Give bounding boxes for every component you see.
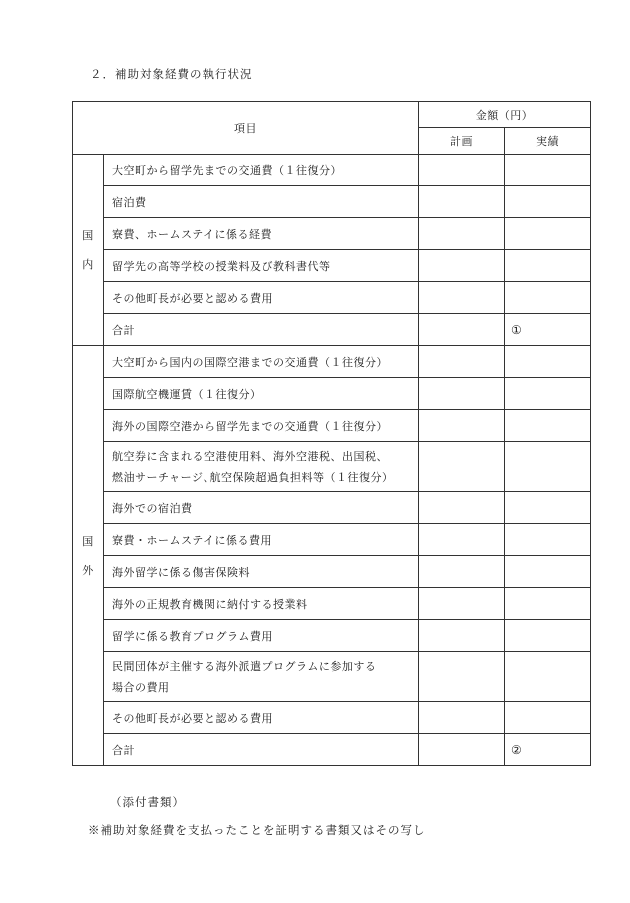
plan-total-cell[interactable] bbox=[419, 734, 505, 766]
item-line: 民間団体が主催する海外派遣プログラムに参加する bbox=[112, 659, 377, 673]
item-cell: 大空町から国内の国際空港までの交通費（１往復分） bbox=[104, 346, 419, 378]
actual-cell[interactable] bbox=[505, 524, 591, 556]
plan-cell[interactable] bbox=[419, 524, 505, 556]
item-cell: その他町長が必要と認める費用 bbox=[104, 282, 419, 314]
actual-total-cell[interactable]: ① bbox=[505, 314, 591, 346]
plan-cell[interactable] bbox=[419, 218, 505, 250]
section-label-char: 外 bbox=[82, 563, 94, 577]
item-cell: 大空町から留学先までの交通費（１往復分） bbox=[104, 155, 419, 186]
plan-cell[interactable] bbox=[419, 556, 505, 588]
actual-cell[interactable] bbox=[505, 378, 591, 410]
plan-cell[interactable] bbox=[419, 250, 505, 282]
total-label: 合計 bbox=[104, 314, 419, 346]
plan-cell[interactable] bbox=[419, 410, 505, 442]
section-label-char: 国 bbox=[82, 229, 94, 242]
actual-cell[interactable] bbox=[505, 282, 591, 314]
plan-cell[interactable] bbox=[419, 155, 505, 186]
plan-total-cell[interactable] bbox=[419, 314, 505, 346]
section-label-overseas bbox=[73, 346, 104, 766]
item-cell: 寮費、ホームステイに係る経費 bbox=[104, 218, 419, 250]
header-actual: 実績 bbox=[505, 128, 591, 155]
item-cell: 海外の正規教育機関に納付する授業料 bbox=[104, 588, 419, 620]
item-cell: 国際航空機運賃（１往復分） bbox=[104, 378, 419, 410]
actual-cell[interactable] bbox=[505, 652, 591, 702]
attachments-label: （添付書類） bbox=[110, 795, 185, 809]
plan-cell[interactable] bbox=[419, 346, 505, 378]
plan-cell[interactable] bbox=[419, 588, 505, 620]
header-item: 項目 bbox=[73, 102, 419, 155]
actual-cell[interactable] bbox=[505, 250, 591, 282]
item-cell: 宿泊費 bbox=[104, 186, 419, 218]
attachments-note: ※補助対象経費を支払ったことを証明する書類又はその写し bbox=[88, 823, 426, 837]
actual-cell[interactable] bbox=[505, 620, 591, 652]
header-amount: 金額（円） bbox=[419, 102, 591, 128]
plan-cell[interactable] bbox=[419, 378, 505, 410]
actual-cell[interactable] bbox=[505, 492, 591, 524]
actual-cell[interactable] bbox=[505, 218, 591, 250]
plan-cell[interactable] bbox=[419, 442, 505, 492]
header-plan: 計画 bbox=[419, 128, 505, 155]
plan-cell[interactable] bbox=[419, 492, 505, 524]
actual-cell[interactable] bbox=[505, 155, 591, 186]
item-cell: 海外での宿泊費 bbox=[104, 492, 419, 524]
total-label: 合計 bbox=[104, 734, 419, 766]
actual-cell[interactable] bbox=[505, 556, 591, 588]
actual-cell[interactable] bbox=[505, 702, 591, 734]
item-cell bbox=[104, 652, 419, 702]
section-label-char: 内 bbox=[82, 258, 94, 271]
actual-total-cell[interactable]: ② bbox=[505, 734, 591, 766]
plan-cell[interactable] bbox=[419, 186, 505, 218]
plan-cell[interactable] bbox=[419, 620, 505, 652]
actual-cell[interactable] bbox=[505, 410, 591, 442]
item-cell: 留学に係る教育プログラム費用 bbox=[104, 620, 419, 652]
section-label-domestic bbox=[73, 155, 104, 346]
section-label-char: 国 bbox=[82, 534, 94, 548]
item-cell: 留学先の高等学校の授業料及び教科書代等 bbox=[104, 250, 419, 282]
item-cell: その他町長が必要と認める費用 bbox=[104, 702, 419, 734]
item-cell: 寮費・ホームステイに係る費用 bbox=[104, 524, 419, 556]
item-line: 場合の費用 bbox=[112, 680, 170, 694]
expense-table bbox=[72, 101, 591, 766]
item-line: 航空券に含まれる空港使用料、海外空港税、出国税、 bbox=[112, 449, 388, 463]
plan-cell[interactable] bbox=[419, 282, 505, 314]
actual-cell[interactable] bbox=[505, 186, 591, 218]
item-cell: 海外留学に係る傷害保険料 bbox=[104, 556, 419, 588]
actual-cell[interactable] bbox=[505, 588, 591, 620]
item-cell: 海外の国際空港から留学先までの交通費（１往復分） bbox=[104, 410, 419, 442]
item-line: 燃油サーチャージ､航空保険超過負担料等（１往復分） bbox=[112, 470, 394, 484]
actual-cell[interactable] bbox=[505, 346, 591, 378]
actual-cell[interactable] bbox=[505, 442, 591, 492]
section-heading: ２．補助対象経費の執行状況 bbox=[90, 67, 253, 81]
plan-cell[interactable] bbox=[419, 652, 505, 702]
item-cell bbox=[104, 442, 419, 492]
plan-cell[interactable] bbox=[419, 702, 505, 734]
